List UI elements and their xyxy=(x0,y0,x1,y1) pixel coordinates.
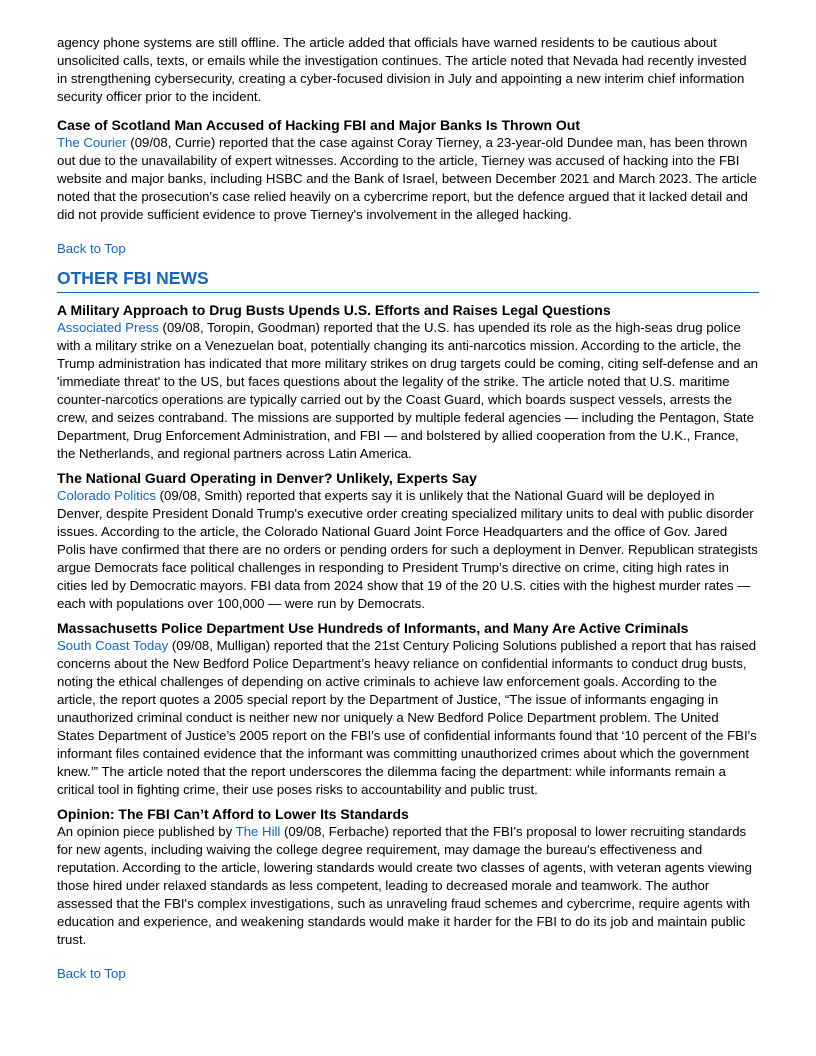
article-fbi-standards-opinion xyxy=(57,805,759,949)
document-page xyxy=(57,34,759,983)
article-title: Massachusetts Police Department Use Hundreds of Informants, and Many Are Active Criminals xyxy=(57,620,689,636)
article-source-link[interactable]: South Coast Today xyxy=(57,638,169,653)
article-body xyxy=(57,487,759,613)
article-national-guard-denver xyxy=(57,469,759,613)
article-body xyxy=(57,319,759,463)
article-body xyxy=(57,134,759,224)
article-scotland xyxy=(57,116,759,224)
article-title: Opinion: The FBI Can’t Afford to Lower Its Standards xyxy=(57,806,409,822)
article-title: The National Guard Operating in Denver? Unlikely, Experts Say xyxy=(57,470,477,486)
article-title: Case of Scotland Man Accused of Hacking FBI and Major Banks Is Thrown Out xyxy=(57,117,581,133)
article-prefix: An opinion piece published by xyxy=(57,824,236,839)
article-source-link[interactable]: Colorado Politics xyxy=(57,488,156,503)
article-title: A Military Approach to Drug Busts Upends U.S. Efforts and Raises Legal Questions xyxy=(57,302,611,318)
article-source-link[interactable]: The Courier xyxy=(57,135,127,150)
intro-paragraph: agency phone systems are still offline. The article added that officials have warned residents to be cautious about unsolicited calls, texts, or emails while the investigation continues. The article noted that Nevada had recently invested in strengthening cybersecurity, creating a cyber-focused division in July and appointing a new interim chief information security officer prior to the incident. xyxy=(57,35,747,104)
article-text: (09/08, Currie) reported that the case against Coray Tierney, a 23-year-old Dundee man, has been thrown out due to the unavailability of expert witnesses. According to the article, Tierney was accused of hacking into the FBI website and major banks, including HSBC and the Bank of Israel, between December 2021 and March 2023. The article noted that the prosecution's case relied heavily on a cybercrime report, but the defence argued that it lacked detail and did not provide sufficient evidence to prove Tierney's involvement in the alleged hacking. xyxy=(57,135,757,222)
article-body xyxy=(57,637,759,799)
back-to-top-link[interactable]: Back to Top xyxy=(57,241,126,256)
article-body xyxy=(57,823,759,949)
article-text: (09/08, Toropin, Goodman) reported that the U.S. has upended its role as the high-seas drug police with a military strike on a Venezuelan boat, potentially changing its anti-narcotics mission. According to the article, the Trump administration has indicated that more military strikes on drug targets could be coming, citing self-defense and an 'immediate threat' to the US, but faces questions about the legality of the strike. The article noted that U.S. maritime counter-narcotics operations are typically carried out by the Coast Guard, which boards suspect vessels, arrests the crew, and seizes contraband. The missions are supported by multiple federal agencies — including the Pentagon, State Department, Drug Enforcement Administration, and FBI — and bolstered by allied cooperation from the U.K., France, the Netherlands, and regional partners across Latin America. xyxy=(57,320,758,461)
article-massachusetts-informants xyxy=(57,619,759,799)
article-text: (09/08, Smith) reported that experts say it is unlikely that the National Guard will be deployed in Denver, despite President Donald Trump's executive order creating specialized military units to deal with public disorder issues. According to the article, the Colorado National Guard Joint Force Headquarters and the office of Gov. Jared Polis have confirmed that there are no orders or pending orders for such a deployment in Denver. Republican strategists argue Democrats face political challenges in responding to President Trump’s directive on crime, citing high rates in cities led by Democratic mayors. FBI data from 2024 show that 19 of the 20 U.S. cities with the highest murder rates — each with populations over 100,000 — were run by Democrats. xyxy=(57,488,758,611)
article-source-link[interactable]: Associated Press xyxy=(57,320,159,335)
section-title: OTHER FBI NEWS xyxy=(57,268,759,293)
article-text: (09/08, Ferbache) reported that the FBI's proposal to lower recruiting standards for new agents, including waiving the college degree requirement, may damage the bureau's effectiveness and reputation. According to the article, lowering standards would create two classes of agents, with veteran agents viewing those hired under relaxed standards as less competent, leading to decreased morale and teamwork. The author assessed that the FBI's complex investigations, such as unraveling fraud schemes and cybercrime, require agents with education and experience, and weakening standards would make it harder for the FBI to do its job and maintain public trust. xyxy=(57,824,752,947)
article-military-drug-busts xyxy=(57,301,759,463)
back-to-top-link[interactable]: Back to Top xyxy=(57,966,126,981)
article-source-link[interactable]: The Hill xyxy=(235,824,281,839)
article-text: (09/08, Mulligan) reported that the 21st Century Policing Solutions published a report that has raised concerns about the New Bedford Police Department’s heavy reliance on confidential informants to conduct drug busts, noting the ethical challenges of depending on active criminals to achieve law enforcement goals. According to the article, the report quotes a 2005 special report by the Department of Justice, “The issue of informants engaging in unauthorized criminal conduct is neither new nor uniquely a New Bedford Police Department problem. The United States Department of Justice’s 2005 report on the FBI's use of confidential informants found that ‘10 percent of the FBI's informant files contained evidence that the informant was committing unauthorized crimes about which the government knew.’” The article noted that the report underscores the dilemma facing the department: while informants remain a critical tool in fighting crime, their use poses risks to accountability and public trust. xyxy=(57,638,757,797)
